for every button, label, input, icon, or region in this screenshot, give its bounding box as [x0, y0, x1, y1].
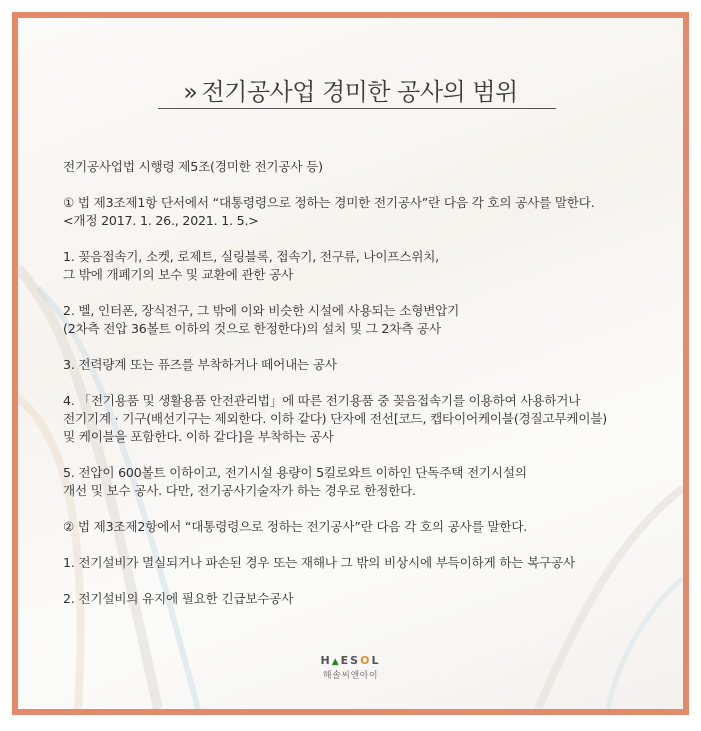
text-line: (2차측 전압 36볼트 이하의 것으로 한정한다)의 설치 및 그 2차측 공사 [63, 321, 441, 336]
text-line: 2. 벨, 인터폰, 장식전구, 그 밖에 이와 비슷한 시설에 사용되는 소형변압기 [63, 303, 460, 318]
page-title [18, 72, 683, 107]
text-line: 및 케이블을 포함한다. 이하 같다]을 부착하는 공사 [63, 429, 334, 444]
text-line: 1. 꽂음접속기, 소켓, 로제트, 실링블록, 접속기, 전구류, 나이프스위치, [63, 249, 439, 264]
text-line: ① 법 제3조제1항 단서에서 “대통령령으로 정하는 경미한 전기공사”란 다음 각 호의 공사를 말한다. [63, 195, 595, 210]
paragraph-spacer [63, 230, 673, 248]
page-title-text: 전기공사업 경미한 공사의 범위 [201, 78, 518, 106]
paragraph-spacer [63, 338, 673, 356]
text-line: 그 밖에 개폐기의 보수 및 교환에 관한 공사 [63, 267, 294, 282]
logo-wordmark: H▲ESOL [320, 654, 381, 667]
paragraph-spacer [63, 446, 673, 464]
text-line: 3. 전력량계 또는 퓨즈를 부착하거나 떼어내는 공사 [63, 357, 337, 372]
text-line: <개정 2017. 1. 26., 2021. 1. 5.> [63, 213, 259, 228]
text-line: 2. 전기설비의 유지에 필요한 긴급보수공사 [63, 591, 294, 606]
regulation-text [63, 158, 673, 608]
paragraph-spacer [63, 572, 673, 590]
text-line: 5. 전압이 600볼트 이하이고, 전기시설 용량이 5킬로와트 이하인 단독주택 전기시설의 [63, 465, 527, 480]
text-line: 1. 전기설비가 멸실되거나 파손된 경우 또는 재해나 그 밖의 비상시에 부득이하게 하는 복구공사 [63, 555, 575, 570]
text-line: ② 법 제3조제2항에서 “대통령령으로 정하는 전기공사”란 다음 각 호의 공사를 말한다. [63, 519, 528, 534]
paragraph-spacer [63, 374, 673, 392]
company-logo [18, 654, 683, 681]
title-underline [158, 108, 556, 109]
text-line: 전기공사업법 시행령 제5조(경미한 전기공사 등) [63, 159, 323, 174]
logo-subtitle: 해솔씨앤아이 [322, 671, 379, 681]
paragraph-spacer [63, 284, 673, 302]
text-line: 개선 및 보수 공사. 다만, 전기공사기술자가 하는 경우로 한정한다. [63, 483, 416, 498]
text-line: 4. 「전기용품 및 생활용품 안전관리법」에 따른 전기용품 중 꽂음접속기를 이용하여 사용하거나 [63, 393, 581, 408]
paragraph-spacer [63, 536, 673, 554]
paragraph-spacer [63, 500, 673, 518]
double-chevron-icon: » [183, 78, 198, 106]
logo-triangle-icon: ▲ [331, 657, 341, 667]
paragraph-spacer [63, 176, 673, 194]
text-line: 전기기계 · 기구(배선기구는 제외한다. 이하 같다) 단자에 전선[코드, 캡타이어케이블(경질고무케이블) [63, 411, 608, 426]
page-frame [12, 12, 689, 715]
